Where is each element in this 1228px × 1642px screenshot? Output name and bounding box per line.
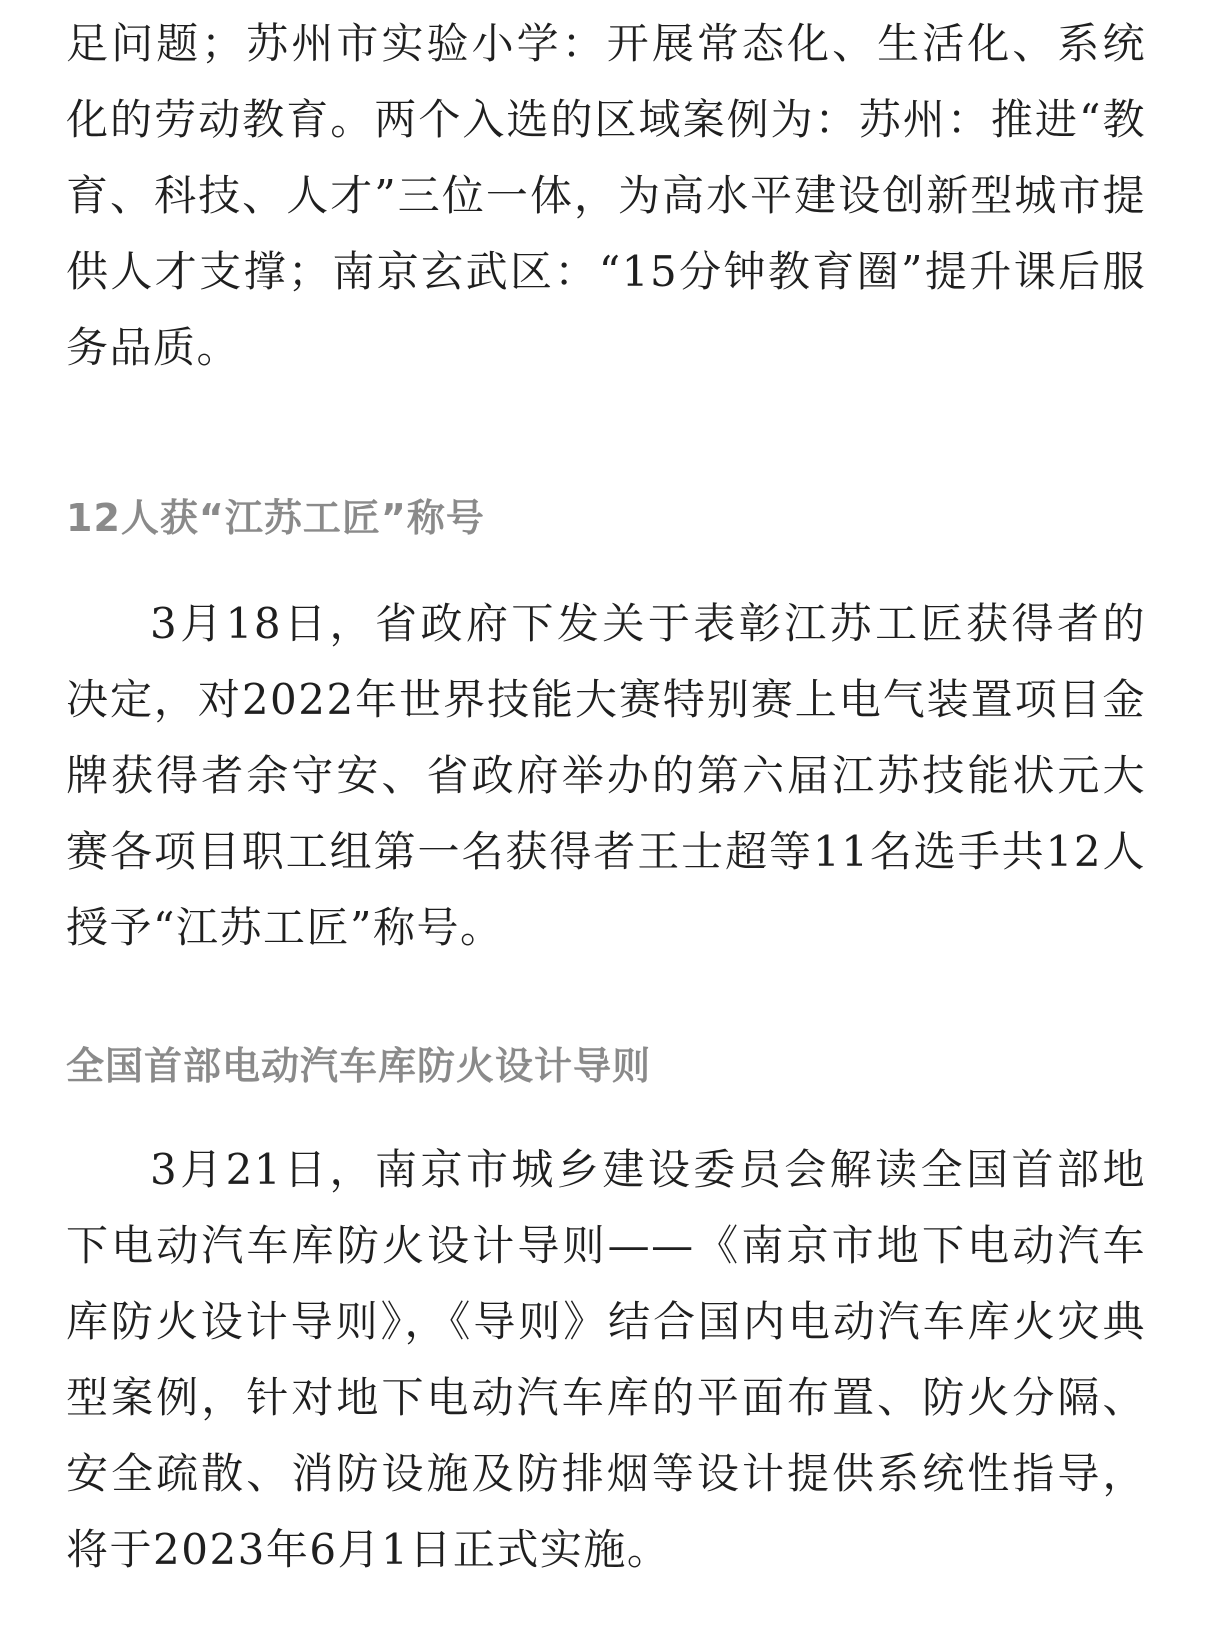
- section-heading-ev-garage-guideline: 全国首部电动汽车库防火设计导则: [66, 1044, 652, 1088]
- continuation-paragraph: 足问题；苏州市实验小学：开展常态化、生活化、系统化的劳动教育。两个入选的区域案例为：苏州：推进“教育、科技、人才”三位一体，为高水平建设创新型城市提供人才支撑；南京玄武区：“15分钟教育圈”提升课后服务品质。: [66, 19, 1146, 372]
- section-body-ev-garage-guideline: 3月21日，南京市城乡建设委员会解读全国首部地下电动汽车库防火设计导则——《南京市地下电动汽车库防火设计导则》，《导则》结合国内电动汽车库火灾典型案例，针对地下电动汽车库的平面布置、防火分隔、安全疏散、消防设施及防排烟等设计提供系统性指导，将于2023年6月1日正式实施。: [66, 1145, 1146, 1574]
- section-heading-jiangsu-craftsmen: 12人获“江苏工匠”称号: [66, 496, 485, 540]
- section-body-jiangsu-craftsmen: 3月18日，省政府下发关于表彰江苏工匠获得者的决定，对2022年世界技能大赛特别赛上电气装置项目金牌获得者余守安、省政府举办的第六届江苏技能状元大赛各项目职工组第一名获得者王士超等11名选手共12人授予“江苏工匠”称号。: [66, 599, 1146, 952]
